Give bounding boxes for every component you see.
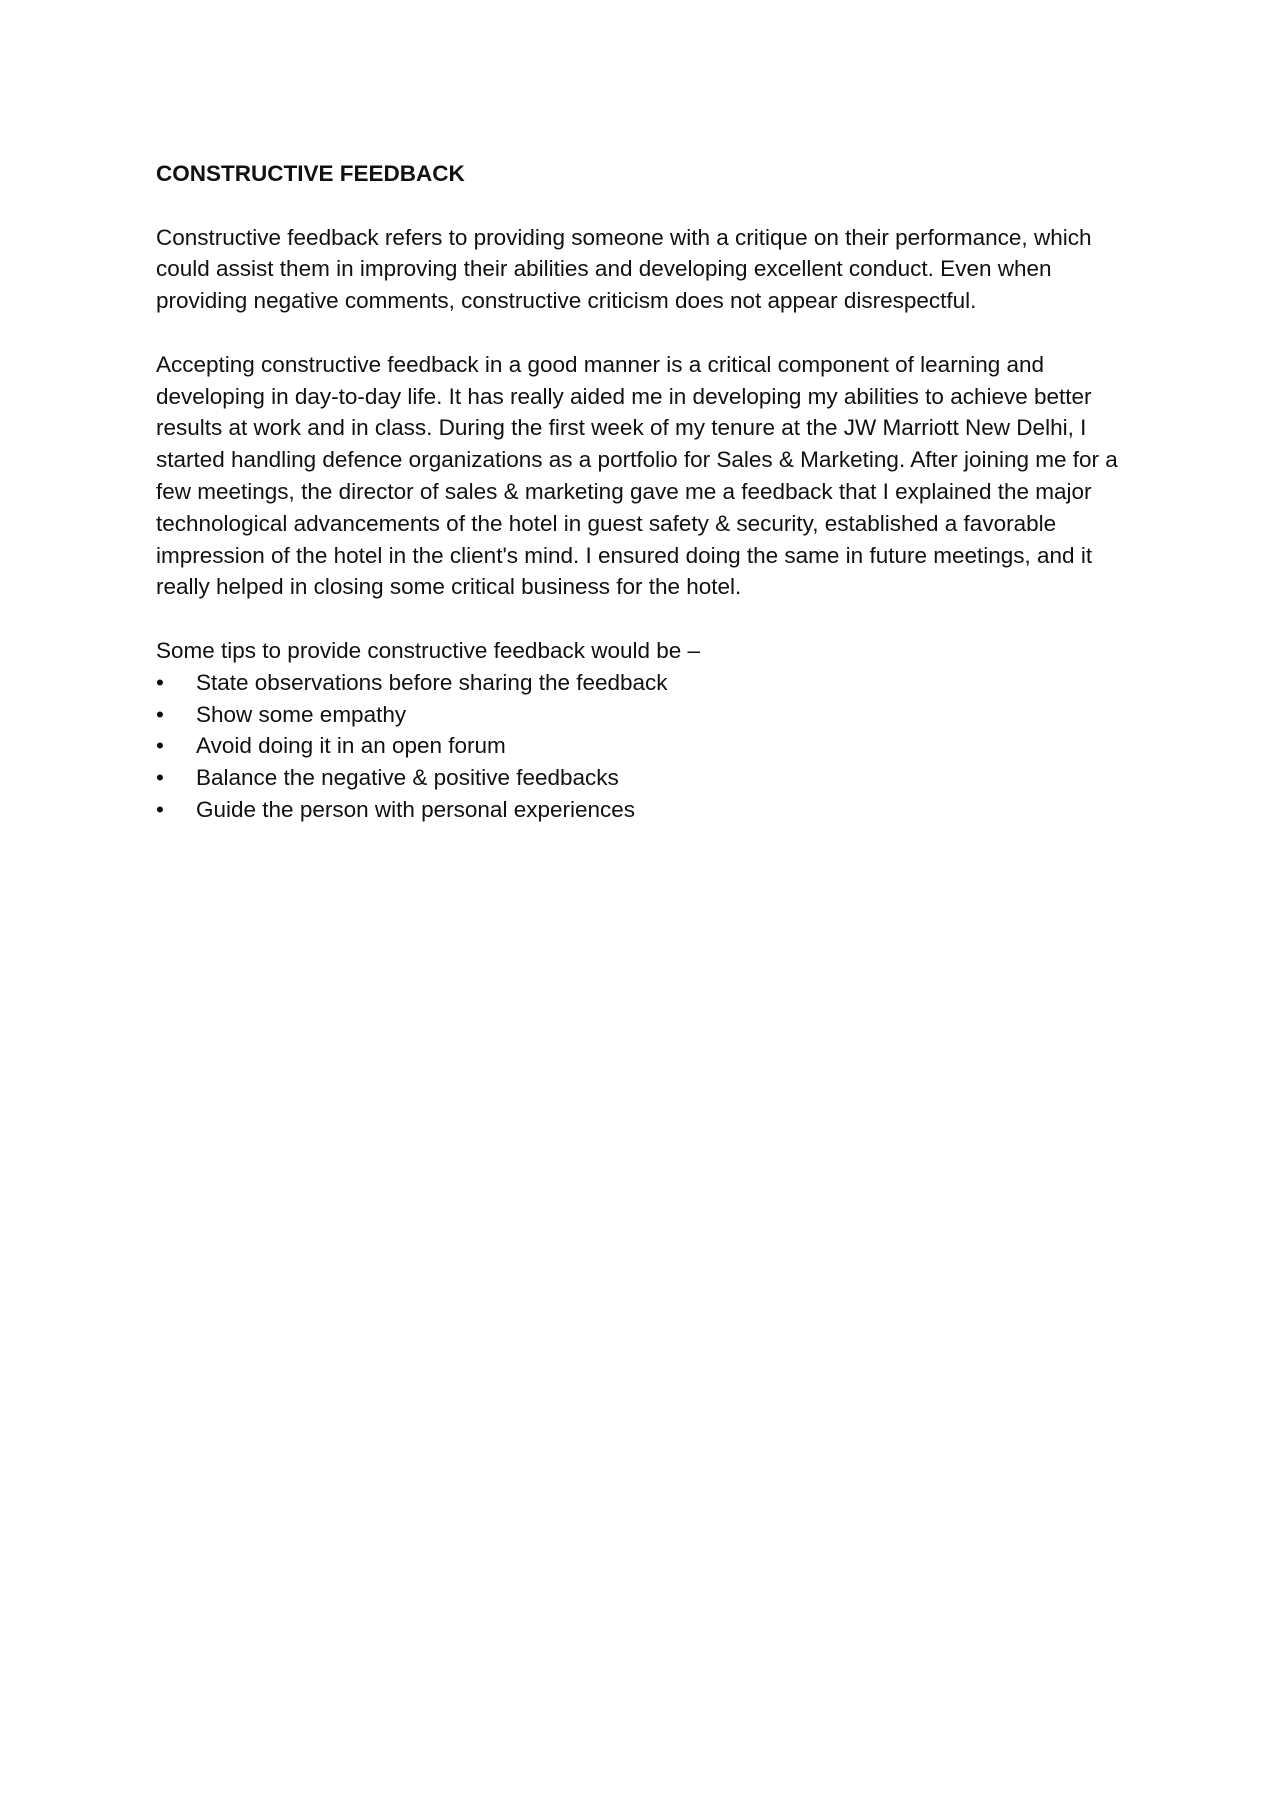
tip-text: Balance the negative & positive feedbacks bbox=[196, 765, 619, 791]
document-body bbox=[156, 158, 1136, 826]
bullet-icon: • bbox=[156, 669, 164, 695]
document-title: CONSTRUCTIVE FEEDBACK bbox=[156, 161, 465, 186]
paragraph-definition: Constructive feedback refers to providing someone with a critique on their performance, which could assist them in improving their abilities and developing excellent conduct. Even when providing negative comments, constructive criticism does not appear disrespectful. bbox=[156, 224, 1092, 314]
tip-text: Guide the person with personal experiences bbox=[196, 796, 636, 822]
bullet-icon: • bbox=[156, 701, 164, 727]
tips-intro: Some tips to provide constructive feedback would be – bbox=[156, 637, 701, 663]
bullet-icon: • bbox=[156, 733, 164, 759]
list-item bbox=[156, 730, 1136, 762]
bullet-icon: • bbox=[156, 765, 164, 791]
list-item bbox=[156, 762, 1136, 794]
bullet-icon: • bbox=[156, 796, 164, 822]
list-item bbox=[156, 667, 1136, 699]
tip-text: State observations before sharing the feedback bbox=[196, 669, 668, 695]
list-item bbox=[156, 794, 1136, 826]
tip-text: Avoid doing it in an open forum bbox=[196, 733, 506, 759]
paragraph-experience: Accepting constructive feedback in a good manner is a critical component of learning and developing in day-to-day life. It has really aided me in developing my abilities to achieve better results at work and in class. During the first week of my tenure at the JW Marriott New Delhi, I started handling defence organizations as a portfolio for Sales & Marketing. After joining me for a few meetings, the director of sales & marketing gave me a feedback that I explained the major technological advancements of the hotel in guest safety & security, established a favorable impression of the hotel in the client's mind. I ensured doing the same in future meetings, and it really helped in closing some critical business for the hotel. bbox=[156, 351, 1118, 600]
list-item bbox=[156, 699, 1136, 731]
tip-text: Show some empathy bbox=[196, 701, 407, 727]
tips-list bbox=[156, 667, 1136, 826]
